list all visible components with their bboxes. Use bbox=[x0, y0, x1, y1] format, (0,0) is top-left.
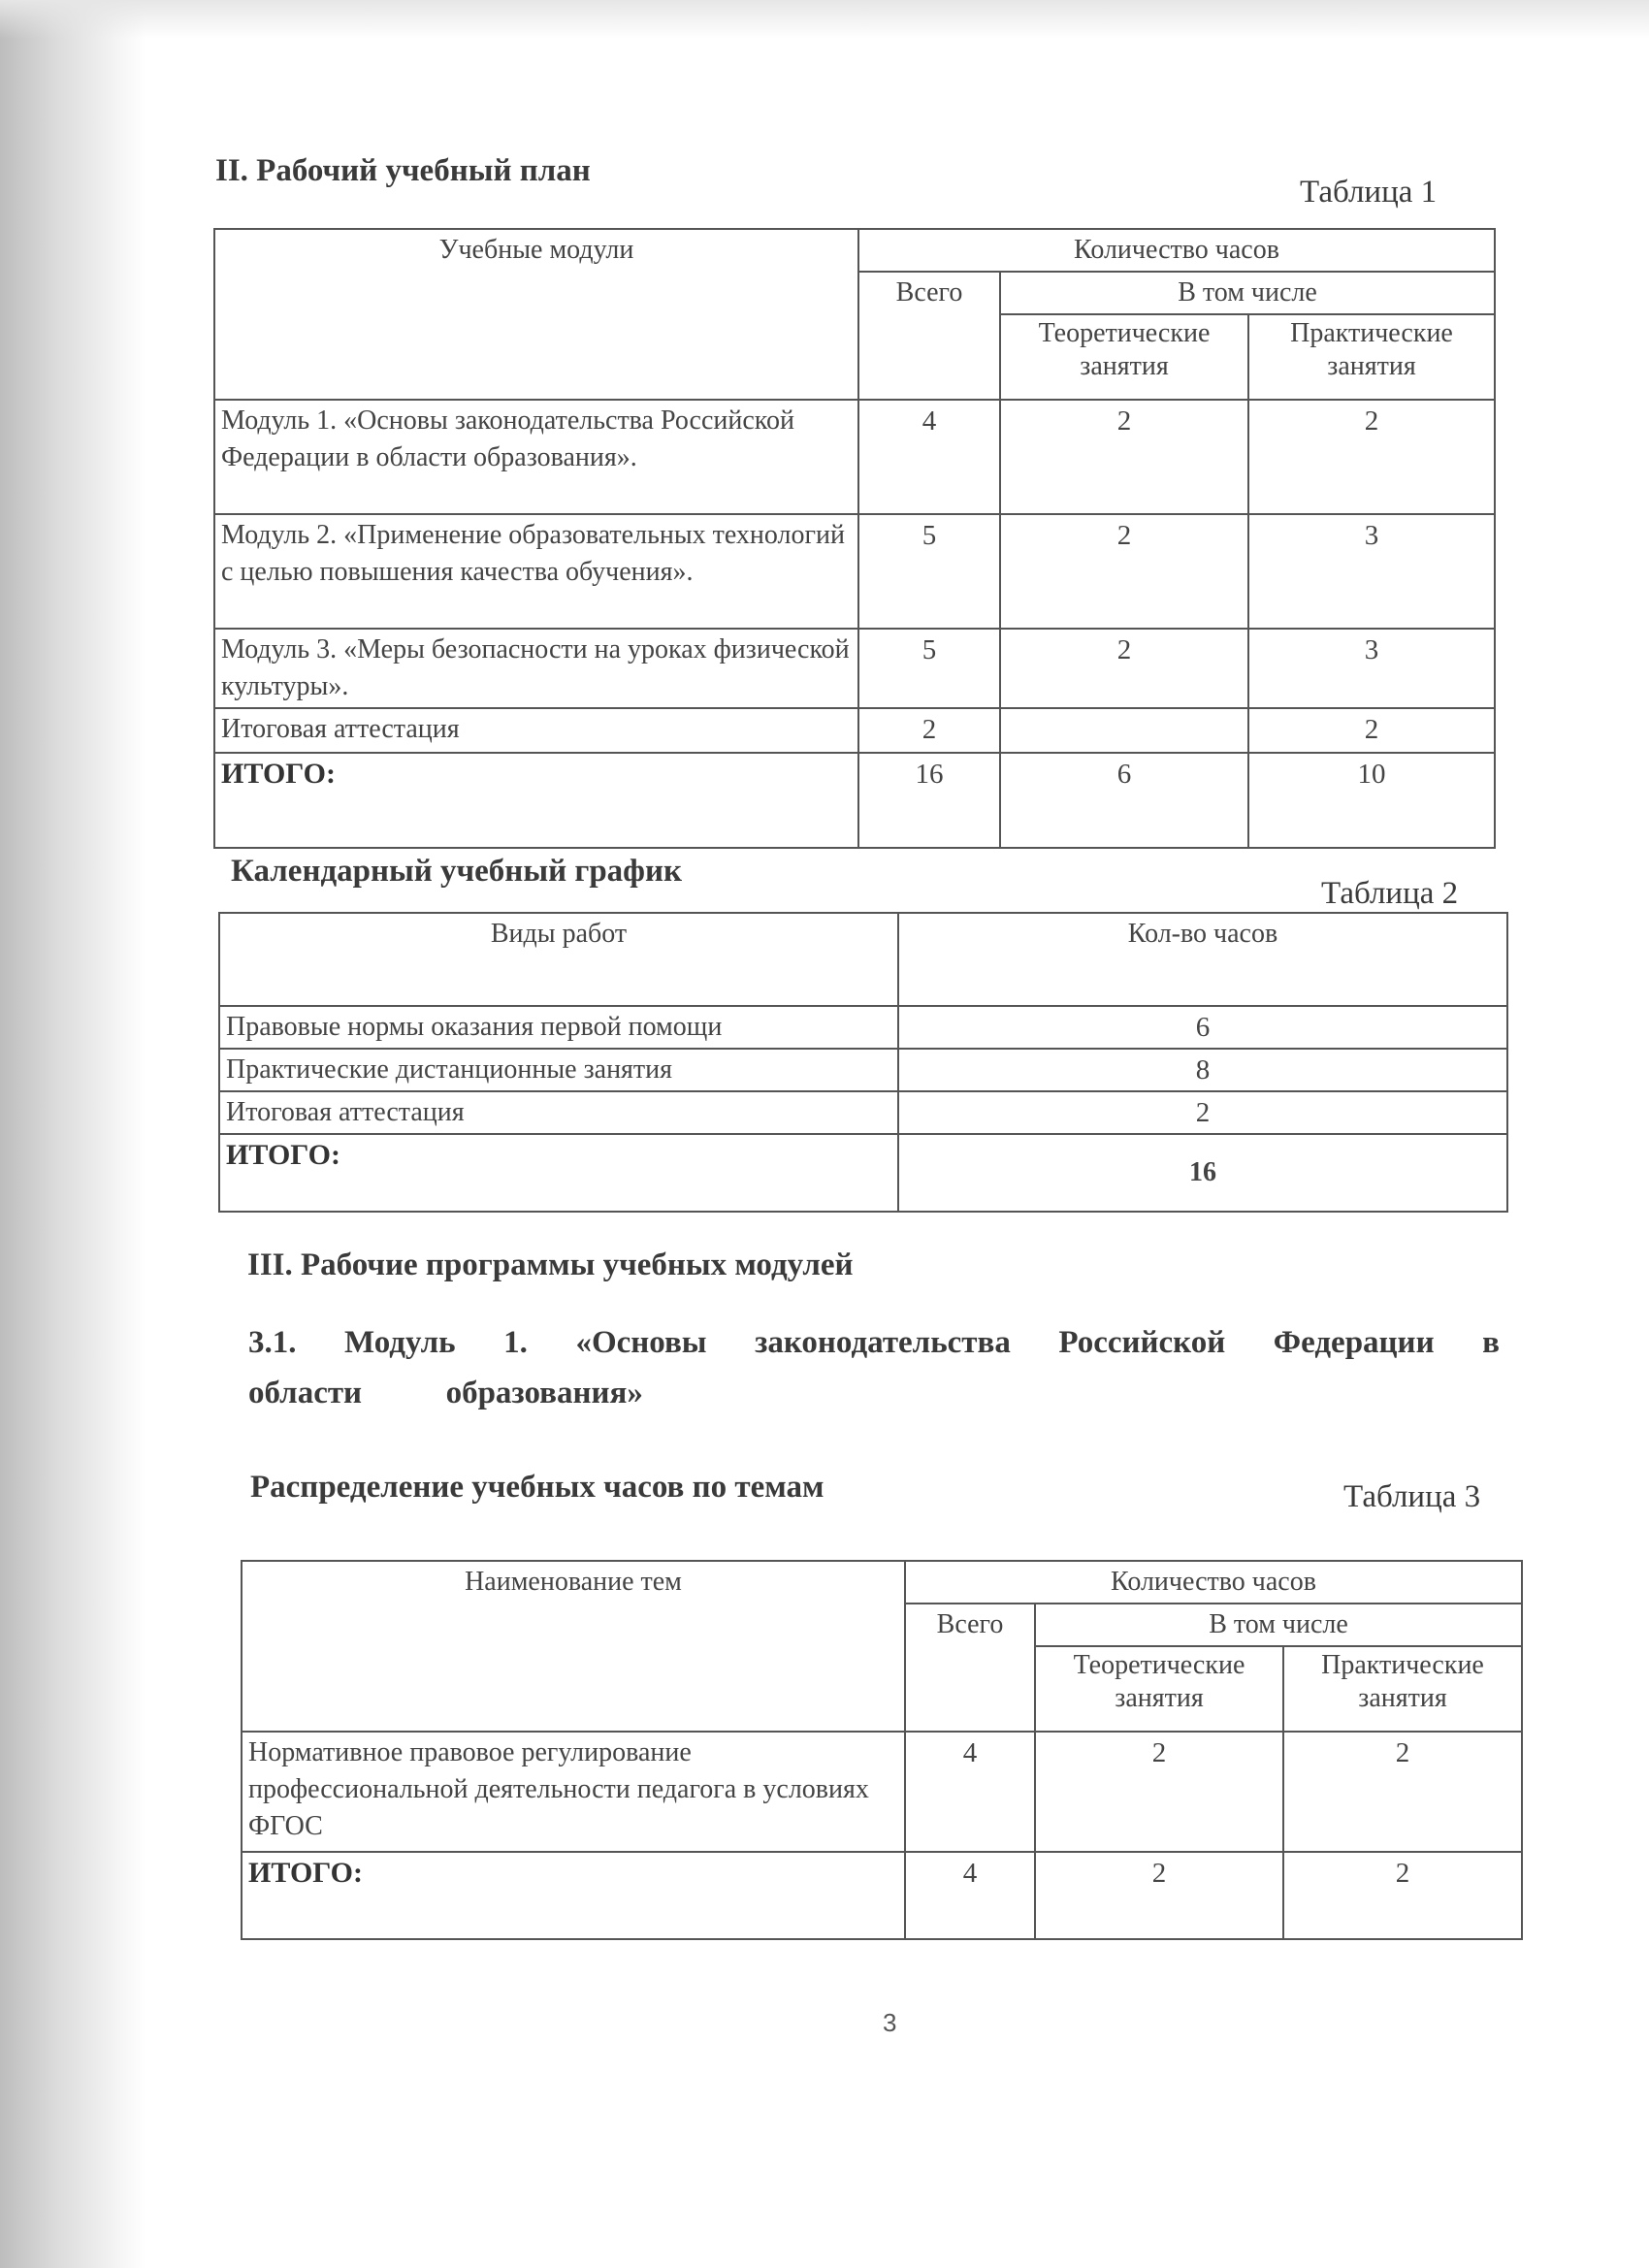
table-cell-theory: 2 bbox=[1000, 514, 1248, 629]
table-cell-theory: 2 bbox=[1000, 629, 1248, 708]
distribution-title: Распределение учебных часов по темам bbox=[250, 1470, 824, 1505]
table-cell-hours: 8 bbox=[898, 1049, 1507, 1091]
table-cell-total: 4 bbox=[858, 400, 1000, 514]
table-cell-practice: 3 bbox=[1248, 629, 1495, 708]
table-cell-total: 2 bbox=[858, 708, 1000, 753]
itogo-theory: 6 bbox=[1000, 753, 1248, 848]
table-cell-total: 5 bbox=[858, 514, 1000, 629]
module-title-word: образования» bbox=[445, 1376, 643, 1410]
table-row-name: Итоговая аттестация bbox=[219, 1091, 898, 1134]
header-theory: Теоретические занятия bbox=[1000, 314, 1248, 400]
table-row-name: Модуль 3. «Меры безопасности на уроках физической культуры». bbox=[214, 629, 858, 708]
itogo-practice: 10 bbox=[1248, 753, 1495, 848]
table-1 bbox=[213, 228, 1496, 849]
scan-shadow bbox=[0, 0, 146, 2268]
table-cell-total: 4 bbox=[905, 1732, 1035, 1852]
calendar-title: Календарный учебный график bbox=[231, 854, 683, 889]
header-including: В том числе bbox=[1035, 1604, 1522, 1646]
header-hours: Кол-во часов bbox=[898, 913, 1507, 1006]
header-modules: Учебные модули bbox=[214, 229, 858, 400]
table-row-name: Правовые нормы оказания первой помощи bbox=[219, 1006, 898, 1049]
itogo-label: ИТОГО: bbox=[214, 753, 858, 848]
module-title-line-2 bbox=[248, 1376, 643, 1411]
table-cell-theory bbox=[1000, 708, 1248, 753]
header-theory: Теоретические занятия bbox=[1035, 1646, 1283, 1732]
table-3-label: Таблица 3 bbox=[1343, 1479, 1481, 1514]
itogo-total: 16 bbox=[858, 753, 1000, 848]
table-1-label: Таблица 1 bbox=[1300, 175, 1438, 210]
table-2 bbox=[218, 912, 1508, 1213]
itogo-label: ИТОГО: bbox=[219, 1134, 898, 1212]
header-types: Виды работ bbox=[219, 913, 898, 1006]
table-cell-practice: 2 bbox=[1248, 400, 1495, 514]
table-row-name: Практические дистанционные занятия bbox=[219, 1049, 898, 1091]
module-title-word: законодательства bbox=[755, 1325, 1011, 1360]
module-title-word: «Основы bbox=[575, 1325, 707, 1360]
module-title-word: 1. bbox=[503, 1325, 528, 1360]
table-row-name: Нормативное правовое регулирование профессиональной деятельности педагога в условиях ФГОС bbox=[242, 1732, 905, 1852]
table-cell-hours: 6 bbox=[898, 1006, 1507, 1049]
table-cell-theory: 2 bbox=[1035, 1732, 1283, 1852]
module-title-word: Модуль bbox=[344, 1325, 456, 1360]
table-cell-practice: 2 bbox=[1283, 1732, 1522, 1852]
table-2-label: Таблица 2 bbox=[1321, 876, 1459, 911]
header-total: Всего bbox=[858, 272, 1000, 400]
table-cell-practice: 3 bbox=[1248, 514, 1495, 629]
module-title-word: Российской bbox=[1058, 1325, 1226, 1360]
header-hours: Количество часов bbox=[858, 229, 1495, 272]
header-practice: Практические занятия bbox=[1248, 314, 1495, 400]
header-topics: Наименование тем bbox=[242, 1561, 905, 1732]
table-row-name: Модуль 2. «Применение образовательных технологий с целью повышения качества обучения». bbox=[214, 514, 858, 629]
table-3 bbox=[241, 1560, 1523, 1940]
table-cell-total: 5 bbox=[858, 629, 1000, 708]
module-title-word: в bbox=[1482, 1325, 1500, 1360]
table-row-name: Итоговая аттестация bbox=[214, 708, 858, 753]
header-total: Всего bbox=[905, 1604, 1035, 1732]
table-cell-theory: 2 bbox=[1000, 400, 1248, 514]
section-2-title: II. Рабочий учебный план bbox=[215, 153, 591, 188]
header-including: В том числе bbox=[1000, 272, 1495, 314]
page-number: 3 bbox=[883, 2008, 897, 2037]
module-title-word: Федерации bbox=[1273, 1325, 1435, 1360]
itogo-practice: 2 bbox=[1283, 1852, 1522, 1939]
section-3-title: III. Рабочие программы учебных модулей bbox=[247, 1247, 854, 1282]
table-cell-hours: 2 bbox=[898, 1091, 1507, 1134]
module-title-line-1 bbox=[248, 1325, 1500, 1361]
itogo-hours: 16 bbox=[898, 1134, 1507, 1212]
scan-top-shadow bbox=[0, 0, 1649, 39]
header-hours: Количество часов bbox=[905, 1561, 1522, 1604]
module-title-word: 3.1. bbox=[248, 1325, 297, 1360]
itogo-label: ИТОГО: bbox=[242, 1852, 905, 1939]
module-title-word: области bbox=[248, 1376, 363, 1410]
table-row-name: Модуль 1. «Основы законодательства Российской Федерации в области образования». bbox=[214, 400, 858, 514]
itogo-total: 4 bbox=[905, 1852, 1035, 1939]
itogo-theory: 2 bbox=[1035, 1852, 1283, 1939]
table-cell-practice: 2 bbox=[1248, 708, 1495, 753]
header-practice: Практические занятия bbox=[1283, 1646, 1522, 1732]
